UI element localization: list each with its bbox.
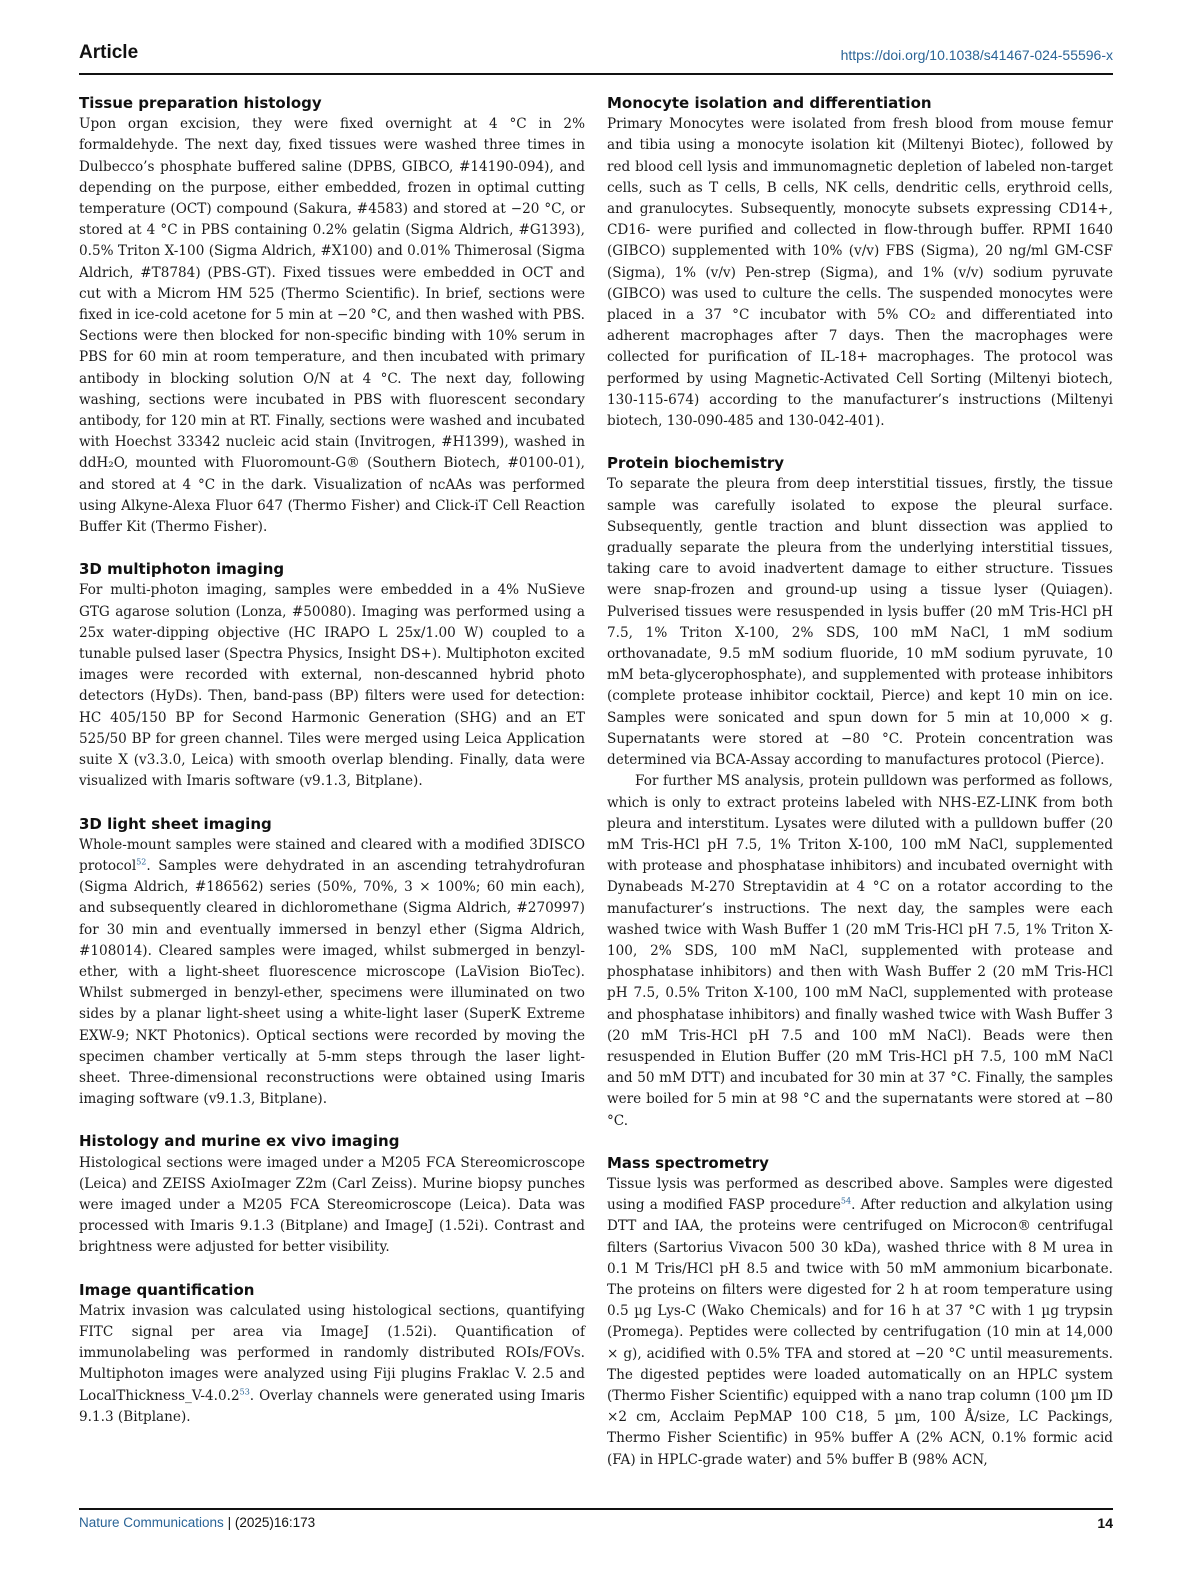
section-3d-multiphoton-imaging: [79, 559, 585, 792]
page-header: [79, 42, 1113, 72]
section-mass-spectrometry: [607, 1153, 1113, 1471]
section-paragraph: Whole-mount samples were stained and cleared with a modified 3DISCO protocol$^{52}$. Samples were dehydrated in an ascending tetrahydrofuran (Sigma Aldrich, #186562) series (50%, 70%, 3 × 100%; 60 min each), and subsequently cleared in dichloromethane (Sigma Aldrich, #270997) for 30 min and eventually immersed in benzyl ether (Sigma Aldrich, #108014). Cleared samples were imaged, whilst submerged in benzyl-ether, with a light-sheet fluorescence microscope (LaVision BioTec). Whilst submerged in benzyl-ether, specimens were illuminated on two sides by a planar light-sheet using a white-light laser (SuperK Extreme EXW-9; NKT Photonics). Optical sections were recorded by moving the specimen chamber vertically at 5-mm steps through the laser light-sheet. Three-dimensional reconstructions were obtained using Imaris imaging software (v9.1.3, Bitplane).: [79, 836, 585, 1108]
section-histology-murine-ex-vivo-imaging: [79, 1131, 585, 1258]
section-heading: Image quantification: [79, 1280, 255, 1299]
section-heading: Tissue preparation histology: [79, 94, 322, 112]
section-heading: Protein biochemistry: [607, 454, 785, 473]
reference-link[interactable]: 52: [136, 857, 147, 867]
section-paragraph: Tissue lysis was performed as described above. Samples were digested using a modified FASP procedure$^{54}$. After reduction and alkylation using DTT and IAA, the proteins were centrifuged on Microcon® centrifugal filters (Sartorius Vivacon 500 30 kDa), washed thrice with 8 M urea in 0.1 M Tris/HCl pH 8.5 and twice with 50 mM ammonium bicarbonate. The proteins on filters were digested for 2 h at room temperature using 0.5 µg Lys-C (Wako Chemicals) and for 16 h at 37 °C with 1 µg trypsin (Promega). Peptides were collected by centrifugation (10 min at 14,000 × g), acidified with 0.5% TFA and stored at −20 °C until measurements. The digested peptides were loaded automatically on an HPLC system (Thermo Fisher Scientific) equipped with a nano trap column (100 µm ID ×2 cm, Acclaim PepMAP 100 C18, 5 µm, 100 Å/size, LC Packings, Thermo Fisher Scientific) in 95% buffer A (2% ACN, 0.1% formic acid (FA) in HPLC-grade water) and 5% buffer B (98% ACN,: [607, 1175, 1113, 1468]
citation-info: (2025)16:173: [234, 1515, 316, 1530]
section-monocyte-isolation: [607, 93, 1113, 432]
section-tissue-preparation-histology: [79, 93, 585, 538]
section-3d-light-sheet-imaging: [79, 814, 585, 1111]
reference-link[interactable]: 53: [239, 1387, 250, 1397]
reference-link[interactable]: 54: [840, 1196, 852, 1206]
section-paragraph: Upon organ excision, they were fixed overnight at 4 °C in 2% formaldehyde. The next day, fixed tissues were washed three times in Dulbecco’s phosphate buffered saline (DPBS, GIBCO, #14190-094), and depending on the purpose, either embedded, frozen in optimal cutting temperature (OCT) compound (Sakura, #4583) and stored at −20 °C, or stored at 4 °C in PBS containing 0.2% gelatin (Sigma Aldrich, #G1393), 0.5% Triton X-100 (Sigma Aldrich, #X100) and 0.01% Thimerosal (Sigma Aldrich, #T8784) (PBS-GT). Fixed tissues were embedded in OCT and cut with a Microm HM 525 (Thermo Scientific). In brief, sections were fixed in ice-cold acetone for 5 min at −20 °C, and then washed with PBS. Sections were then blocked for non-specific binding with 10% serum in PBS for 60 min at room temperature, and then incubated with primary antibody in blocking solution O/N at 4 °C. The next day, following washing, sections were incubated in PBS with fluorescent secondary antibody, for 120 min at RT. Finally, sections were washed and incubated with Hoechst 33342 nucleic acid stain (Invitrogen, #H1399), washed in ddH₂O, mounted with Fluoromount-G® (Southern Biotech, #0100-01), and stored at 4 °C in the dark. Visualization of ncAAs was performed using Alkyne-Alexa Fluor 647 (Thermo Fisher) and Click-iT Cell Reaction Buffer Kit (Thermo Fisher).: [79, 116, 585, 536]
header-rule: [79, 73, 1113, 75]
left-column: [79, 93, 585, 1449]
footer-rule: [79, 1508, 1113, 1510]
section-heading: 3D multiphoton imaging: [79, 560, 285, 579]
page-footer: [79, 1515, 1113, 1535]
section-paragraph: Primary Monocytes were isolated from fresh blood from mouse femur and tibia using a monocyte isolation kit (Miltenyi Biotec), followed by red blood cell lysis and immunomagnetic depletion of labeled non-target cells, such as T cells, B cells, NK cells, dendritic cells, erythroid cells, and granulocytes. Subsequently, monocyte subsets expressing CD14+, CD16- were purified and collected in flow-through buffer. RPMI 1640 (GIBCO) supplemented with 10% (v/v) FBS (Sigma), 20 ng/ml GM-CSF (Sigma), 1% (v/v) Pen-strep (Sigma), and 1% (v/v) sodium pyruvate (GIBCO) was used to culture the cells. The suspended monocytes were placed in a 37 °C incubator with 5% CO₂ and differentiated into adherent macrophages after 7 days. Then the macrophages were collected for purification of IL-18+ macrophages. The protocol was performed by using Magnetic-Activated Cell Sorting (Miltenyi biotech, 130-115-674) according to the manufacturer’s instructions (Miltenyi biotech, 130-090-485 and 130-042-401).: [607, 116, 1113, 430]
section-paragraph: To separate the pleura from deep interstitial tissues, firstly, the tissue sample was carefully isolated to expose the pleural surface. Subsequently, gentle traction and blunt dissection was applied to gradually separate the pleura from the underlying interstitial tissues, taking care to avoid inadvertent damage to either structure. Tissues were snap-frozen and ground-up using a tissue lyser (Quiagen). Pulverised tissues were resuspended in lysis buffer (20 mM Tris-HCl pH 7.5, 1% Triton X-100, 2% SDS, 100 mM NaCl, 1 mM sodium orthovanadate, 9.5 mM sodium fluoride, 10 mM sodium pyruvate, 10 mM beta-glycerophosphate), and supplemented with protease inhibitors (complete protease inhibitor cocktail, Pierce) and kept 10 min on ice. Samples were sonicated and spun down for 5 min at 10,000 × g. Supernatants were stored at −80 °C. Protein concentration was determined via BCA-Assay according to manufactures protocol (Pierce).: [607, 476, 1113, 769]
section-heading: Mass spectrometry: [607, 1153, 769, 1172]
section-paragraph: For multi-photon imaging, samples were embedded in a 4% NuSieve GTG agarose solution (Lonza, #50080). Imaging was performed using a 25x water-dipping objective (HC IRAPO L 25x/1.00 W) coupled to a tunable pulsed laser (Spectra Physics, Insight DS+). Multiphoton excited images were recorded with external, non-descanned hybrid photo detectors (HyDs). Then, band-pass (BP) filters were used for detection: HC 405/150 BP for Second Harmonic Generation (SHG) and an ET 525/50 BP for green channel. Tiles were merged using Leica Application suite X (v3.3.0, Leica) with smooth overlap blending. Finally, data were visualized with Imaris software (v9.1.3, Bitplane).: [79, 582, 585, 790]
journal-link[interactable]: Nature Communications: [79, 1515, 224, 1530]
article-type-label: Article: [79, 42, 139, 63]
section-protein-biochemistry: [607, 453, 1113, 1132]
page-number: 14: [1097, 1515, 1113, 1531]
section-image-quantification: [79, 1280, 585, 1428]
footer-separator: |: [223, 1515, 235, 1530]
doi-link[interactable]: https://doi.org/10.1038/s41467-024-55596-x: [840, 47, 1113, 63]
section-heading: 3D light sheet imaging: [79, 814, 272, 833]
right-column: [607, 93, 1113, 1492]
section-paragraph: Matrix invasion was calculated using histological sections, quantifying FITC signal per area via ImageJ (1.52i). Quantification of immunolabeling was performed in randomly distributed ROIs/FOVs. Multiphoton images were analyzed using Fiji plugins Fraklac V. 2.5 and LocalThickness_V-4.0.2$^{53}$. Overlay channels were generated using Imaris 9.1.3 (Bitplane).: [79, 1302, 585, 1425]
section-heading: Histology and murine ex vivo imaging: [79, 1132, 400, 1151]
section-paragraph: For further MS analysis, protein pulldown was performed as follows, which is only to extract proteins labeled with NHS-EZ-LINK from both pleura and interstitum. Lysates were diluted with a pulldown buffer (20 mM Tris-HCl pH 7.5, 1% Triton X-100, 100 mM NaCl, supplemented with protease and phosphatase inhibitors) and incubated overnight with Dynabeads M-270 Streptavidin at 4 °C on a rotator according to the manufacturer’s instructions. The next day, the samples were each washed twice with Wash Buffer 1 (20 mM Tris-HCl pH 7.5, 1% Triton X-100, 2% SDS, 100 mM NaCl, supplemented with protease and phosphatase inhibitors) and then with Wash Buffer 2 (20 mM Tris-HCl pH 7.5, 0.5% Triton X-100, 100 mM NaCl, supplemented with protease and phosphatase inhibitors) and finally washed twice with Wash Buffer 3 (20 mM Tris-HCl pH 7.5 and 100 mM NaCl). Beads were then resuspended in Elution Buffer (20 mM Tris-HCl pH 7.5, 100 mM NaCl and 50 mM DTT) and incubated for 30 min at 37 °C. Finally, the samples were boiled for 5 min at 98 °C and the supernatants were stored at −80 °C.: [607, 773, 1113, 1129]
section-heading: Monocyte isolation and differentiation: [607, 94, 932, 112]
section-paragraph: Histological sections were imaged under a M205 FCA Stereomicroscope (Leica) and ZEISS AxioImager Z2m (Carl Zeiss). Murine biopsy punches were imaged under a M205 FCA Stereomicroscope (Leica). Data was processed with Imaris 9.1.3 (Bitplane) and ImageJ (1.52i). Contrast and brightness were adjusted for better visibility.: [79, 1154, 585, 1256]
